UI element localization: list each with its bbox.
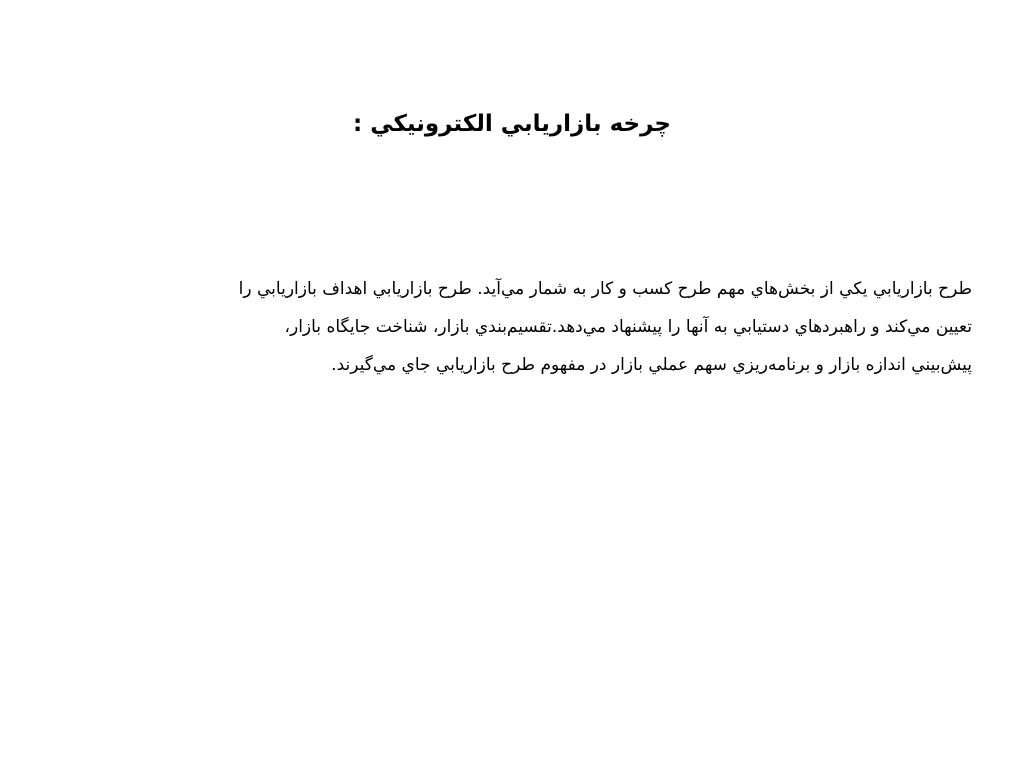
slide-title: چرخه بازاريابي الكترونيكي : — [352, 111, 671, 137]
slide-body-paragraph — [74, 270, 972, 384]
paragraph-line-3: پيش‌بيني اندازه بازار و برنامه‌ريزي سهم عملي بازار در مفهوم طرح بازاريابي جاي مي‌گيرند. — [331, 355, 972, 375]
paragraph-line-1: طرح بازاريابي يكي از بخش‌هاي مهم طرح كسب و كار به شمار مي‌آيد. طرح بازاريابي اهداف بازاريابي را — [238, 279, 972, 299]
paragraph-line-2: تعيين مي‌كند و راهبردهاي دستيابي به آنها را پيشنهاد مي‌دهد.تقسيم‌بندي بازار، شناخت جايگاه بازار، — [284, 317, 972, 337]
